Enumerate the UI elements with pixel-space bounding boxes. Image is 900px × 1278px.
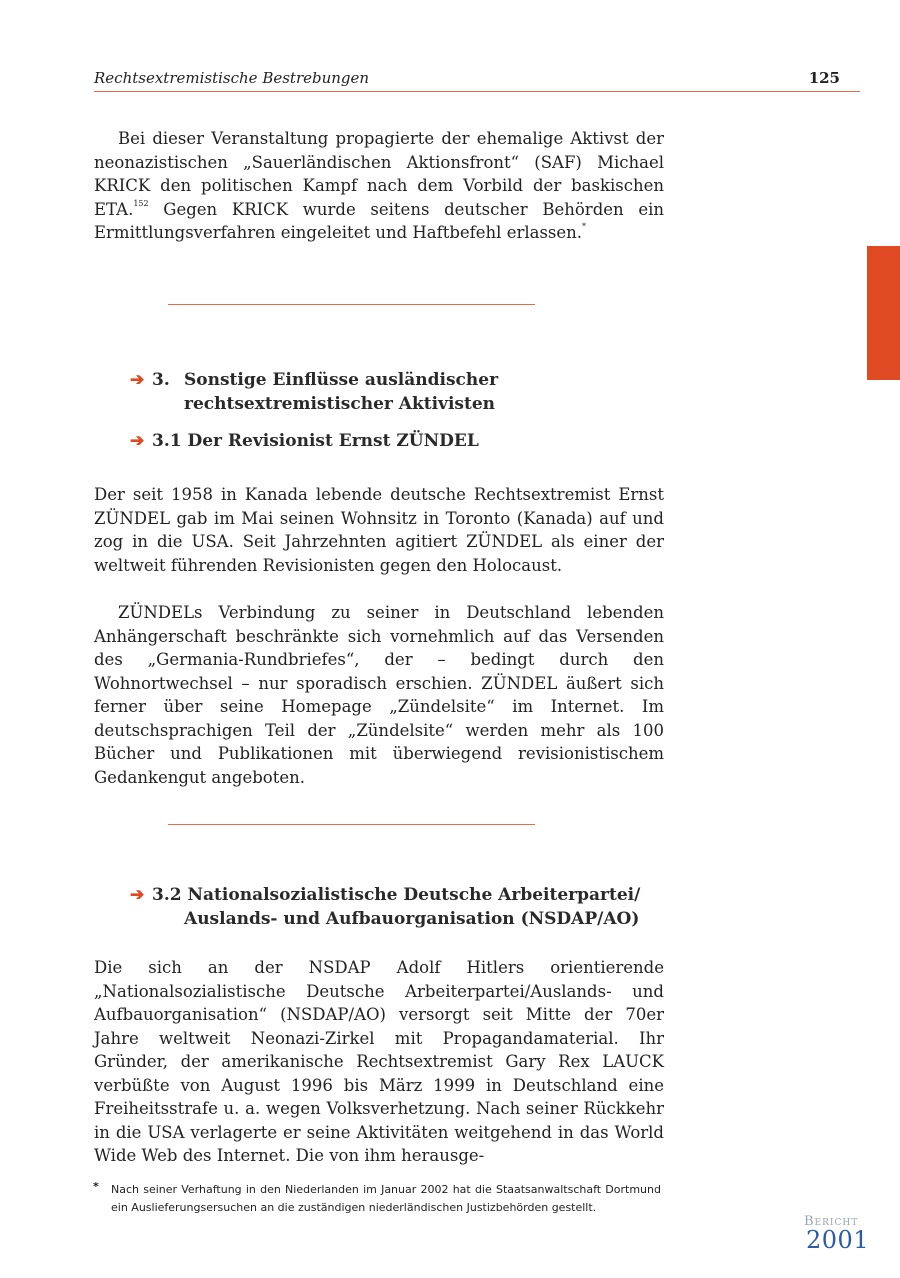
section-heading-3-1 [130,430,479,454]
paragraph-text: Bei dieser Veranstaltung propagierte der ehemalige Aktivst der neonazistischen „Sauerländischen Aktionsfront“ (SAF) Michael KRICK den politischen Kampf nach dem Vorbild der baskischen ETA. [94,129,664,219]
section-title: Der Revisionist Ernst ZÜNDEL [187,431,479,451]
section-title-continued: rechtsextremistischer Aktivisten [184,393,495,414]
paragraph-saf-krick [94,127,664,245]
chapter-side-tab [867,246,900,380]
section-separator [168,824,535,825]
arrow-right-icon: ➔ [130,370,145,390]
paragraph-nsdap-ao: Die sich an der NSDAP Adolf Hitlers orientierende „Nationalsozialistische Deutsche Arbeiterpartei/Auslands- und Aufbauorganisation“ (NSDAP/AO) versorgt seit Mitte der 70er Jahre weltweit Neonazi-Zirkel mit Propagandamaterial. Ihr Gründer, der amerikanische Rechtsextremist Gary Rex LAUCK verbüßte von August 1996 bis März 1999 in Deutschland eine Freiheitsstrafe u. a. wegen Volksverhetzung. Nach seiner Rückkehr in die USA verlagerte er seine Aktivitäten weitgehend in das World Wide Web des Internet. Die von ihm herausge- [94,958,664,1165]
section-number: 3. [152,370,170,390]
paragraph-zuendel-intro: Der seit 1958 in Kanada lebende deutsche Rechtsextremist Ernst ZÜNDEL gab im Mai seinen Wohnsitz in Toronto (Kanada) auf und zog in die USA. Seit Jahrzehnten agitiert ZÜNDEL als einer der weltweit führenden Revisionisten gegen den Holocaust. [94,485,664,575]
footnote-text: Nach seiner Verhaftung in den Niederlanden im Januar 2002 hat die Staatsanwaltschaft Dortmund ein Auslieferungsersuchen an die zuständigen niederländischen Justizbehörden gestellt. [111,1183,661,1214]
header-divider [94,91,860,92]
section-title: Nationalsozialistische Deutsche Arbeiterpartei/ [187,885,641,905]
section-number: 3.1 [152,431,182,451]
section-heading-3-2 [130,884,640,931]
logo-year: 2001 [806,1226,870,1254]
footnote-marker: * [93,1180,99,1193]
footnote-ref-star: * [582,222,587,231]
paragraph-text: Gegen KRICK wurde seitens deutscher Behörden ein Ermittlungsverfahren eingeleitet und Haftbefehl erlassen. [94,199,664,242]
arrow-right-icon: ➔ [130,431,145,451]
arrow-right-icon: ➔ [130,885,145,905]
footnote-ref-152: 152 [133,198,149,208]
section-separator [168,304,535,305]
page-number: 125 [808,69,840,87]
section-title-continued: Auslands- und Aufbauorganisation (NSDAP/AO) [184,908,640,929]
section-title: Sonstige Einflüsse ausländischer [184,370,499,390]
section-heading-3 [130,369,498,416]
section-number: 3.2 [152,885,182,905]
logo-bericht-word: Bericht [804,1214,859,1229]
running-header-title: Rechtsextremistische Bestrebungen [94,69,370,87]
paragraph-zuendel-homepage: ZÜNDELs Verbindung zu seiner in Deutschland lebenden Anhängerschaft beschränkte sich vornehmlich auf das Versenden des „Germania-Rundbriefes“, der – bedingt durch den Wohnortwechsel – nur sporadisch erschien. ZÜNDEL äußert sich ferner über seine Homepage „Zündelsite“ im Internet. Im deutschsprachigen Teil der „Zündelsite“ werden mehr als 100 Bücher und Publikationen mit überwiegend revisionistischem Gedankengut angeboten. [94,603,664,787]
